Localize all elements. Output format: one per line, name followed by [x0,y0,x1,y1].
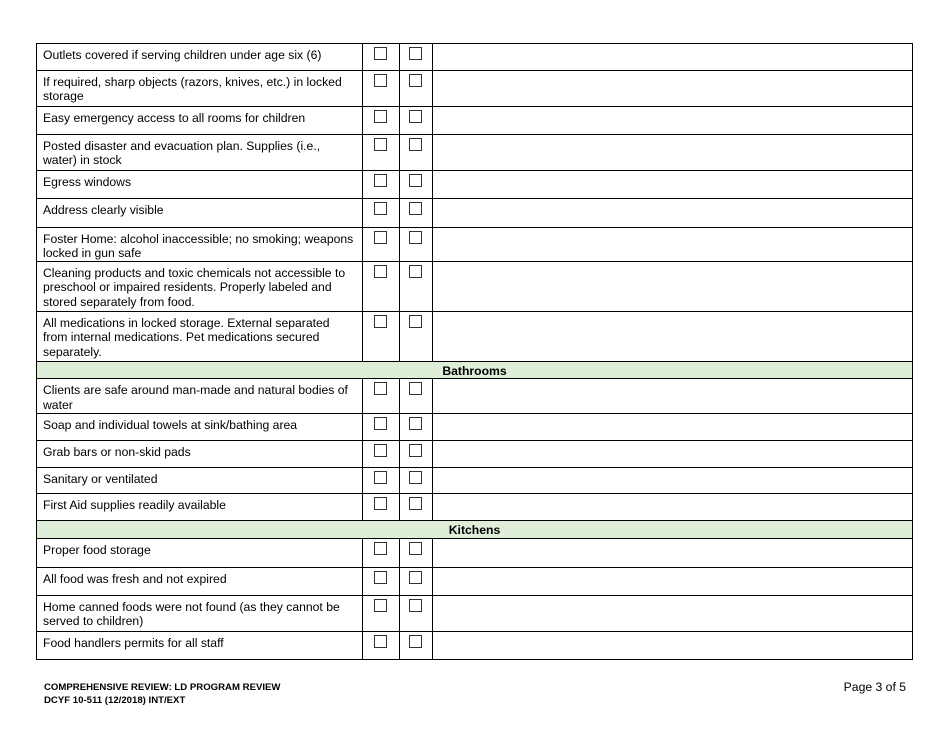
section-header [37,521,913,538]
no-checkbox[interactable] [409,417,422,430]
comment-cell[interactable] [433,262,913,312]
no-checkbox[interactable] [409,444,422,457]
no-cell [400,107,433,135]
item-label: Outlets covered if serving children under age six (6) [37,44,363,71]
section-heading: Kitchens [37,521,913,538]
no-checkbox[interactable] [409,542,422,555]
yes-checkbox[interactable] [374,444,387,457]
checklist-row [37,135,913,171]
checklist-row [37,631,913,659]
comment-cell[interactable] [433,468,913,494]
item-label: Egress windows [37,171,363,199]
footer-form-title: COMPREHENSIVE REVIEW: LD PROGRAM REVIEW [44,682,281,693]
no-cell [400,228,433,262]
yes-cell [363,199,400,228]
no-checkbox[interactable] [409,231,422,244]
comment-cell[interactable] [433,414,913,441]
no-checkbox[interactable] [409,265,422,278]
item-label: Home canned foods were not found (as they cannot be served to children) [37,595,363,631]
yes-checkbox[interactable] [374,231,387,244]
yes-cell [363,171,400,199]
no-checkbox[interactable] [409,599,422,612]
checklist-row [37,379,913,414]
checklist-row [37,414,913,441]
comment-cell[interactable] [433,44,913,71]
section-header [37,362,913,379]
section-heading: Bathrooms [37,362,913,379]
comment-cell[interactable] [433,441,913,468]
comment-cell[interactable] [433,107,913,135]
comment-cell[interactable] [433,135,913,171]
yes-cell [363,71,400,107]
checklist-body [37,44,913,660]
checklist-row [37,595,913,631]
yes-checkbox[interactable] [374,542,387,555]
no-cell [400,494,433,521]
comment-cell[interactable] [433,494,913,521]
yes-cell [363,538,400,567]
no-checkbox[interactable] [409,202,422,215]
no-cell [400,312,433,362]
page-number: Page 3 of 5 [843,680,906,694]
yes-cell [363,262,400,312]
comment-cell[interactable] [433,595,913,631]
no-cell [400,71,433,107]
footer-form-code: DCYF 10-511 (12/2018) INT/EXT [44,695,186,706]
checklist-row [37,107,913,135]
no-cell [400,441,433,468]
yes-cell [363,44,400,71]
no-cell [400,44,433,71]
yes-checkbox[interactable] [374,265,387,278]
no-checkbox[interactable] [409,138,422,151]
yes-cell [363,135,400,171]
no-cell [400,414,433,441]
yes-checkbox[interactable] [374,47,387,60]
yes-checkbox[interactable] [374,74,387,87]
yes-checkbox[interactable] [374,138,387,151]
yes-checkbox[interactable] [374,497,387,510]
item-label: Easy emergency access to all rooms for children [37,107,363,135]
comment-cell[interactable] [433,631,913,659]
checklist-table [36,43,913,660]
no-checkbox[interactable] [409,74,422,87]
item-label: All food was fresh and not expired [37,567,363,595]
no-checkbox[interactable] [409,110,422,123]
item-label: Food handlers permits for all staff [37,631,363,659]
checklist-row [37,262,913,312]
checklist-row [37,441,913,468]
comment-cell[interactable] [433,538,913,567]
yes-cell [363,312,400,362]
comment-cell[interactable] [433,228,913,262]
yes-cell [363,631,400,659]
checklist-row [37,312,913,362]
yes-cell [363,414,400,441]
yes-checkbox[interactable] [374,635,387,648]
item-label: Address clearly visible [37,199,363,228]
no-cell [400,631,433,659]
checklist-row [37,567,913,595]
no-cell [400,595,433,631]
comment-cell[interactable] [433,567,913,595]
yes-checkbox[interactable] [374,571,387,584]
checklist-row [37,228,913,262]
no-cell [400,379,433,414]
comment-cell[interactable] [433,312,913,362]
no-cell [400,262,433,312]
yes-cell [363,441,400,468]
checklist-row [37,199,913,228]
yes-checkbox[interactable] [374,202,387,215]
yes-checkbox[interactable] [374,174,387,187]
footer-form-info [44,681,281,707]
checklist-row [37,538,913,567]
no-checkbox[interactable] [409,497,422,510]
yes-checkbox[interactable] [374,315,387,328]
yes-cell [363,228,400,262]
yes-checkbox[interactable] [374,110,387,123]
comment-cell[interactable] [433,171,913,199]
no-cell [400,538,433,567]
yes-checkbox[interactable] [374,599,387,612]
checklist-row [37,44,913,71]
no-checkbox[interactable] [409,47,422,60]
comment-cell[interactable] [433,71,913,107]
item-label: Posted disaster and evacuation plan. Supplies (i.e., water) in stock [37,135,363,171]
no-checkbox[interactable] [409,382,422,395]
item-label: If required, sharp objects (razors, knives, etc.) in locked storage [37,71,363,107]
yes-cell [363,379,400,414]
no-checkbox[interactable] [409,571,422,584]
item-label: Clients are safe around man-made and natural bodies of water [37,379,363,414]
no-checkbox[interactable] [409,174,422,187]
no-cell [400,468,433,494]
item-label: Proper food storage [37,538,363,567]
item-label: Sanitary or ventilated [37,468,363,494]
checklist-row [37,468,913,494]
item-label: Cleaning products and toxic chemicals not accessible to preschool or impaired residents. Properly labeled and stored separately from food. [37,262,363,312]
checklist-row [37,71,913,107]
no-cell [400,135,433,171]
no-cell [400,199,433,228]
yes-checkbox[interactable] [374,471,387,484]
yes-checkbox[interactable] [374,417,387,430]
item-label: Grab bars or non-skid pads [37,441,363,468]
yes-checkbox[interactable] [374,382,387,395]
item-label: Soap and individual towels at sink/bathing area [37,414,363,441]
no-cell [400,171,433,199]
comment-cell[interactable] [433,379,913,414]
no-checkbox[interactable] [409,635,422,648]
checklist-row [37,494,913,521]
item-label: First Aid supplies readily available [37,494,363,521]
yes-cell [363,107,400,135]
no-checkbox[interactable] [409,471,422,484]
item-label: Foster Home: alcohol inaccessible; no smoking; weapons locked in gun safe [37,228,363,262]
yes-cell [363,567,400,595]
yes-cell [363,595,400,631]
yes-cell [363,468,400,494]
no-cell [400,567,433,595]
checklist-row [37,171,913,199]
yes-cell [363,494,400,521]
no-checkbox[interactable] [409,315,422,328]
comment-cell[interactable] [433,199,913,228]
item-label: All medications in locked storage. External separated from internal medications. Pet medications secured separately. [37,312,363,362]
